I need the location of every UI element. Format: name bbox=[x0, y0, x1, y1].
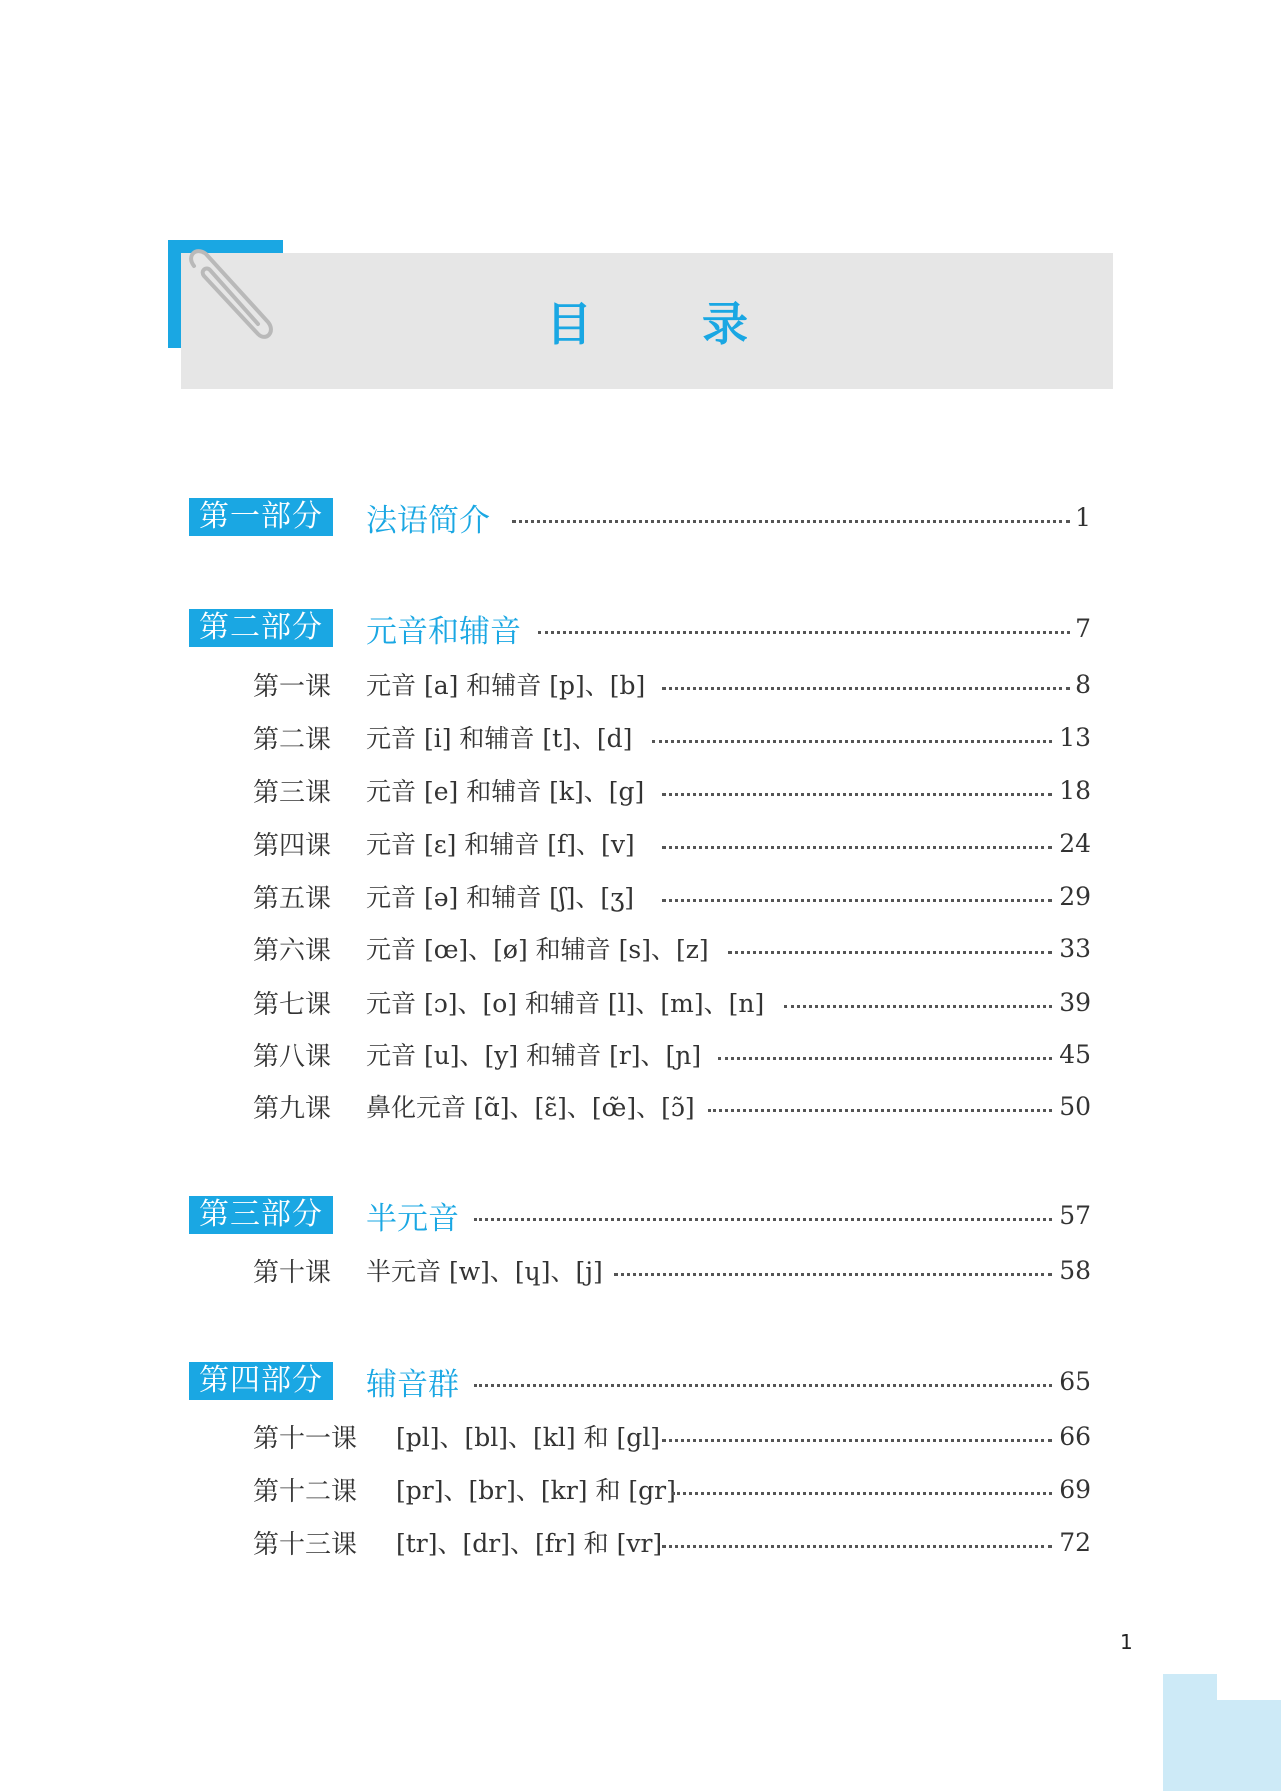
page-number: 58 bbox=[1059, 1255, 1091, 1285]
lesson-number: 第四课 bbox=[253, 830, 332, 861]
lesson-number: 第一课 bbox=[253, 671, 332, 702]
lesson-title: 元音 [œ]、[ø] 和辅音 [s]、[z] bbox=[366, 935, 709, 964]
dot-leader bbox=[662, 791, 1052, 796]
toc-lesson-row[interactable] bbox=[0, 770, 1281, 810]
toc-part-row[interactable] bbox=[0, 608, 1281, 648]
page-number: 69 bbox=[1059, 1474, 1091, 1504]
page-number: 72 bbox=[1059, 1527, 1091, 1557]
toc-part-row[interactable] bbox=[0, 497, 1281, 537]
dot-leader bbox=[652, 738, 1052, 743]
footer-page-number: 1 bbox=[1120, 1630, 1133, 1654]
lesson-title: [pr]、[br]、[kr] 和 [gr] bbox=[396, 1476, 676, 1505]
page-number: 8 bbox=[1075, 669, 1091, 699]
corner-decoration bbox=[1190, 1700, 1281, 1791]
toc-lesson-row[interactable] bbox=[0, 717, 1281, 757]
dot-leader bbox=[614, 1271, 1052, 1276]
part-badge: 第二部分 bbox=[189, 609, 333, 647]
toc-lesson-row[interactable] bbox=[0, 876, 1281, 916]
part-title: 法语简介 bbox=[366, 502, 490, 539]
part-title: 辅音群 bbox=[366, 1366, 459, 1403]
toc-lesson-row[interactable] bbox=[0, 1522, 1281, 1562]
dot-leader bbox=[784, 1003, 1052, 1008]
lesson-title: 元音 [i] 和辅音 [t]、[d] bbox=[366, 724, 633, 753]
dot-leader bbox=[662, 1437, 1052, 1442]
part-title: 元音和辅音 bbox=[366, 613, 521, 650]
lesson-number: 第五课 bbox=[253, 883, 332, 914]
toc-lesson-row[interactable] bbox=[0, 982, 1281, 1022]
part-badge: 第一部分 bbox=[189, 498, 333, 536]
toc-lesson-row[interactable] bbox=[0, 1416, 1281, 1456]
toc-lesson-row[interactable] bbox=[0, 823, 1281, 863]
lesson-number: 第八课 bbox=[253, 1041, 332, 1072]
page-number: 24 bbox=[1059, 828, 1091, 858]
lesson-number: 第七课 bbox=[253, 989, 332, 1020]
toc-part-row[interactable] bbox=[0, 1195, 1281, 1235]
lesson-title: 半元音 [w]、[ɥ]、[j] bbox=[366, 1257, 603, 1286]
part-title: 半元音 bbox=[366, 1200, 459, 1237]
lesson-title: [pl]、[bl]、[kl] 和 [gl] bbox=[396, 1423, 661, 1452]
lesson-number: 第十课 bbox=[253, 1257, 332, 1288]
page-number: 45 bbox=[1059, 1039, 1091, 1069]
toc-lesson-row[interactable] bbox=[0, 1469, 1281, 1509]
page-number: 29 bbox=[1059, 881, 1091, 911]
lesson-title: 元音 [e] 和辅音 [k]、[g] bbox=[366, 777, 645, 806]
lesson-title: 元音 [ɔ]、[o] 和辅音 [l]、[m]、[n] bbox=[366, 989, 765, 1018]
dot-leader bbox=[538, 629, 1070, 634]
page-number: 50 bbox=[1059, 1091, 1091, 1121]
part-badge: 第三部分 bbox=[189, 1196, 333, 1234]
page-number: 7 bbox=[1075, 613, 1091, 643]
dot-leader bbox=[474, 1382, 1052, 1387]
lesson-title: 元音 [ə] 和辅音 [ʃ]、[ʒ] bbox=[366, 883, 635, 912]
page-number: 1 bbox=[1075, 502, 1091, 532]
page-number: 66 bbox=[1059, 1421, 1091, 1451]
lesson-number: 第六课 bbox=[253, 935, 332, 966]
lesson-title: [tr]、[dr]、[fr] 和 [vr] bbox=[396, 1529, 663, 1558]
lesson-title: 元音 [a] 和辅音 [p]、[b] bbox=[366, 671, 646, 700]
lesson-number: 第十一课 bbox=[253, 1423, 358, 1454]
part-badge: 第四部分 bbox=[189, 1362, 333, 1400]
toc-lesson-row[interactable] bbox=[0, 1086, 1281, 1126]
toc-lesson-row[interactable] bbox=[0, 664, 1281, 704]
dot-leader bbox=[728, 949, 1052, 954]
dot-leader bbox=[662, 1543, 1052, 1548]
page-number: 39 bbox=[1059, 987, 1091, 1017]
lesson-title: 元音 [ε] 和辅音 [f]、[v] bbox=[366, 830, 635, 859]
lesson-number: 第十二课 bbox=[253, 1476, 358, 1507]
toc-part-row[interactable] bbox=[0, 1361, 1281, 1401]
lesson-number: 第二课 bbox=[253, 724, 332, 755]
lesson-number: 第九课 bbox=[253, 1093, 332, 1124]
page-number: 18 bbox=[1059, 775, 1091, 805]
page-number: 65 bbox=[1059, 1366, 1091, 1396]
title-char-2: 录 bbox=[702, 297, 748, 351]
dot-leader bbox=[662, 897, 1052, 902]
toc-lesson-row[interactable] bbox=[0, 1034, 1281, 1074]
page-number: 13 bbox=[1059, 722, 1091, 752]
dot-leader bbox=[672, 1490, 1052, 1495]
dot-leader bbox=[512, 518, 1070, 523]
lesson-title: 元音 [u]、[y] 和辅音 [r]、[ɲ] bbox=[366, 1041, 702, 1070]
lesson-number: 第三课 bbox=[253, 777, 332, 808]
dot-leader bbox=[718, 1055, 1052, 1060]
toc-lesson-row[interactable] bbox=[0, 928, 1281, 968]
title-char-1: 目 bbox=[546, 297, 592, 351]
toc-lesson-row[interactable] bbox=[0, 1250, 1281, 1290]
dot-leader bbox=[708, 1107, 1052, 1112]
dot-leader bbox=[474, 1216, 1052, 1221]
lesson-title: 鼻化元音 [ɑ̃]、[ɛ̃]、[œ̃]、[ɔ̃] bbox=[366, 1093, 695, 1122]
dot-leader bbox=[662, 685, 1070, 690]
page-number: 33 bbox=[1059, 933, 1091, 963]
dot-leader bbox=[662, 844, 1052, 849]
lesson-number: 第十三课 bbox=[253, 1529, 358, 1560]
page-number: 57 bbox=[1059, 1200, 1091, 1230]
page-title bbox=[181, 253, 1113, 389]
